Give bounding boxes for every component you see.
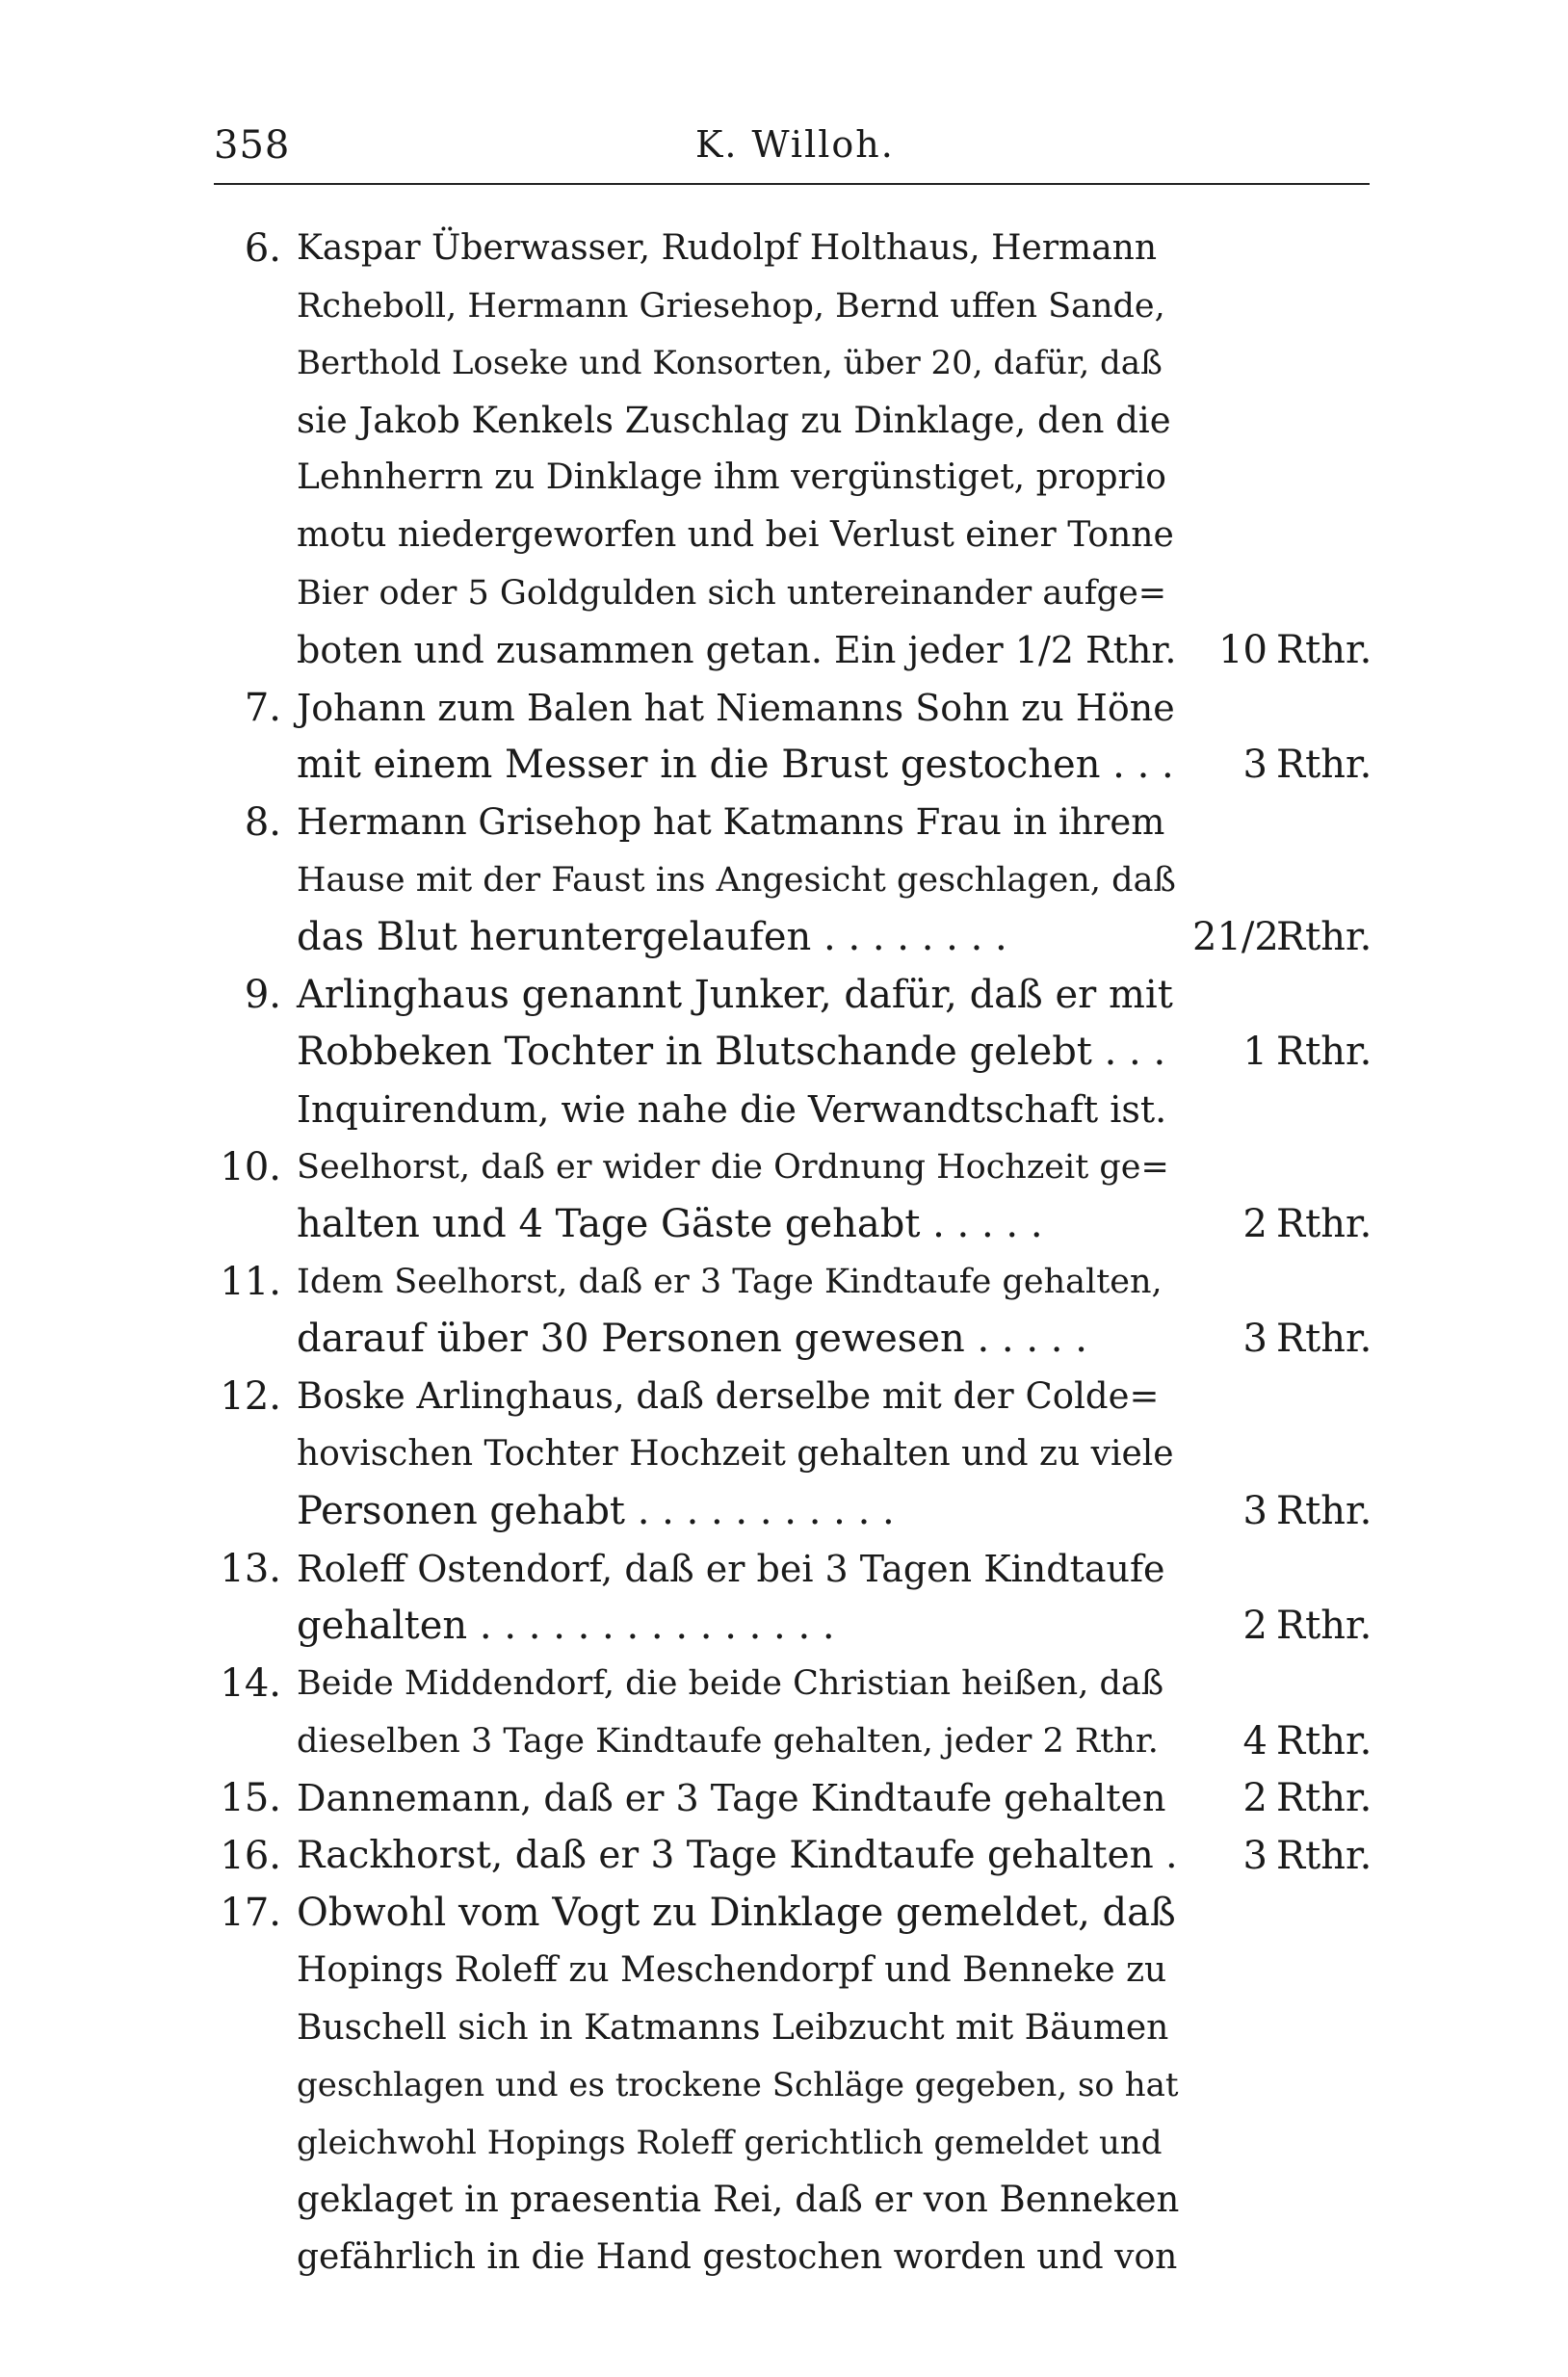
entry-number: 8. bbox=[244, 800, 281, 845]
fine-amount: 3 bbox=[1242, 743, 1267, 788]
text-line bbox=[0, 2056, 1568, 2114]
entry-text: gefährlich in die Hand gestochen worden und von bbox=[297, 2237, 1178, 2277]
entry-text: gleichwohl Hopings Roleff gerichtlich gemeldet und bbox=[297, 2123, 1163, 2162]
fine-unit: Rthr. bbox=[1276, 915, 1372, 960]
text-line bbox=[0, 277, 1568, 335]
entry-text: boten und zusammen getan. Ein jeder 1/2 Rthr. bbox=[297, 629, 1177, 672]
text-line bbox=[0, 1712, 1568, 1770]
entry-text: hovischen Tochter Hochzeit gehalten und zu viele bbox=[297, 1433, 1174, 1474]
text-line bbox=[0, 1999, 1568, 2057]
running-head: K. Willoh. bbox=[695, 123, 895, 166]
fine-unit: Rthr. bbox=[1276, 743, 1372, 788]
entry-text: dieselben 3 Tage Kindtaufe gehalten, jeder 2 Rthr. bbox=[297, 1721, 1159, 1761]
fine-amount: 2 bbox=[1242, 1202, 1267, 1247]
text-line bbox=[0, 1942, 1568, 1999]
text-line bbox=[0, 564, 1568, 622]
fine-unit: Rthr. bbox=[1276, 628, 1372, 673]
entry-text: Beide Middendorf, die beide Christian heißen, daß bbox=[297, 1664, 1164, 1703]
text-line bbox=[0, 851, 1568, 909]
text-line bbox=[0, 621, 1568, 679]
text-line bbox=[0, 1540, 1568, 1598]
fine-unit: Rthr. bbox=[1276, 1776, 1372, 1821]
text-line bbox=[0, 1138, 1568, 1196]
text-line bbox=[0, 1368, 1568, 1425]
fine-amount: 3 bbox=[1242, 1489, 1267, 1534]
text-line bbox=[0, 1425, 1568, 1483]
entry-text: Buschell sich in Katmanns Leibzucht mit Bäumen bbox=[297, 2007, 1169, 2048]
text-line bbox=[0, 679, 1568, 737]
entry-number: 14. bbox=[220, 1661, 281, 1706]
fine-amount: 10 bbox=[1218, 628, 1267, 673]
entry-text: geklaget in praesentia Rei, daß er von Benneken bbox=[297, 2179, 1180, 2221]
text-line bbox=[0, 1023, 1568, 1081]
text-line bbox=[0, 1827, 1568, 1885]
fine-amount: 3 bbox=[1242, 1317, 1267, 1362]
text-line bbox=[0, 966, 1568, 1024]
fine-amount: 21/2 bbox=[1192, 915, 1279, 960]
text-line bbox=[0, 1195, 1568, 1253]
fine-unit: Rthr. bbox=[1276, 1317, 1372, 1362]
text-line bbox=[0, 908, 1568, 966]
entry-number: 17. bbox=[220, 1891, 281, 1936]
entry-text: geschlagen und es trockene Schläge gegeben, so hat bbox=[297, 2066, 1179, 2105]
fine-unit: Rthr. bbox=[1276, 1030, 1372, 1075]
entry-text: Inquirendum, wie nahe die Verwandtschaft ist. bbox=[297, 1088, 1167, 1131]
fine-amount: 3 bbox=[1242, 1833, 1267, 1878]
text-line bbox=[0, 334, 1568, 392]
entry-text: gehalten . . . . . . . . . . . . . . . bbox=[297, 1604, 835, 1649]
text-line bbox=[0, 1655, 1568, 1712]
entry-text: Rackhorst, daß er 3 Tage Kindtaufe gehalten . bbox=[297, 1833, 1178, 1877]
entry-text: sie Jakob Kenkels Zuschlag zu Dinklage, den die bbox=[297, 399, 1171, 441]
text-line bbox=[0, 1482, 1568, 1540]
entry-number: 9. bbox=[244, 972, 281, 1017]
entry-number: 16. bbox=[220, 1833, 281, 1878]
fine-amount: 4 bbox=[1242, 1718, 1267, 1763]
entry-text: Johann zum Balen hat Niemanns Sohn zu Höne bbox=[297, 686, 1175, 729]
entry-number: 15. bbox=[220, 1776, 281, 1821]
entry-number: 13. bbox=[220, 1546, 281, 1591]
text-line bbox=[0, 1597, 1568, 1655]
fine-amount: 2 bbox=[1242, 1776, 1267, 1821]
fine-amount: 1 bbox=[1242, 1030, 1267, 1075]
fine-unit: Rthr. bbox=[1276, 1202, 1372, 1247]
text-line bbox=[0, 2114, 1568, 2172]
header-rule bbox=[214, 183, 1370, 185]
fine-unit: Rthr. bbox=[1276, 1718, 1372, 1763]
entry-number: 11. bbox=[220, 1259, 281, 1304]
entry-text: motu niedergeworfen und bei Verlust einer Tonne bbox=[297, 515, 1174, 555]
page-number: 358 bbox=[214, 123, 291, 168]
entry-text: Lehnherrn zu Dinklage ihm vergünstiget, proprio bbox=[297, 457, 1166, 498]
entry-text: Rcheboll, Hermann Griesehop, Bernd uffen Sande, bbox=[297, 286, 1165, 326]
entry-text: Boske Arlinghaus, daß derselbe mit der Colde= bbox=[297, 1375, 1160, 1417]
text-line bbox=[0, 507, 1568, 564]
entry-text: Robbeken Tochter in Blutschande gelebt . . . bbox=[297, 1030, 1166, 1075]
entry-number: 12. bbox=[220, 1374, 281, 1419]
text-line bbox=[0, 2171, 1568, 2229]
entry-text: darauf über 30 Personen gewesen . . . . . bbox=[297, 1317, 1087, 1362]
fine-amount: 2 bbox=[1242, 1604, 1267, 1649]
fine-unit: Rthr. bbox=[1276, 1489, 1372, 1534]
text-line bbox=[0, 449, 1568, 507]
entry-text: Arlinghaus genannt Junker, dafür, daß er mit bbox=[297, 972, 1173, 1017]
entry-text: Hause mit der Faust ins Angesicht geschlagen, daß bbox=[297, 860, 1176, 900]
text-line bbox=[0, 794, 1568, 851]
fine-unit: Rthr. bbox=[1276, 1604, 1372, 1649]
text-line bbox=[0, 1081, 1568, 1138]
text-line bbox=[0, 1310, 1568, 1368]
entry-number: 7. bbox=[244, 685, 281, 730]
text-line bbox=[0, 392, 1568, 450]
entry-text: Bier oder 5 Goldgulden sich untereinander aufge= bbox=[297, 573, 1167, 613]
text-line bbox=[0, 1253, 1568, 1311]
entry-text: Hermann Grisehop hat Katmanns Frau in ihrem bbox=[297, 801, 1165, 843]
entry-text: Idem Seelhorst, daß er 3 Tage Kindtaufe gehalten, bbox=[297, 1262, 1163, 1301]
fine-unit: Rthr. bbox=[1276, 1833, 1372, 1878]
text-line bbox=[0, 736, 1568, 794]
entry-text: halten und 4 Tage Gäste gehabt . . . . . bbox=[297, 1202, 1043, 1247]
entry-number: 6. bbox=[244, 226, 281, 271]
page-header bbox=[214, 123, 1370, 181]
text-line bbox=[0, 1769, 1568, 1827]
entry-text: Kaspar Überwasser, Rudolpf Holthaus, Hermann bbox=[297, 228, 1158, 268]
entry-text: Personen gehabt . . . . . . . . . . . bbox=[297, 1489, 895, 1534]
entry-text: Berthold Loseke und Konsorten, über 20, dafür, daß bbox=[297, 344, 1163, 383]
text-line bbox=[0, 2229, 1568, 2286]
entry-text: das Blut heruntergelaufen . . . . . . . . bbox=[297, 915, 1007, 960]
entry-number: 10. bbox=[220, 1144, 281, 1189]
text-line bbox=[0, 1884, 1568, 1942]
entry-text: Seelhorst, daß er wider die Ordnung Hochzeit ge= bbox=[297, 1147, 1169, 1187]
text-line bbox=[0, 220, 1568, 277]
entry-text: Obwohl vom Vogt zu Dinklage gemeldet, daß bbox=[297, 1891, 1176, 1936]
entry-text: mit einem Messer in die Brust gestochen . . . bbox=[297, 743, 1174, 788]
entry-text: Roleff Ostendorf, daß er bei 3 Tagen Kindtaufe bbox=[297, 1547, 1165, 1590]
entry-text: Hopings Roleff zu Meschendorpf und Benneke zu bbox=[297, 1950, 1167, 1990]
entry-text: Dannemann, daß er 3 Tage Kindtaufe gehalten bbox=[297, 1777, 1166, 1820]
